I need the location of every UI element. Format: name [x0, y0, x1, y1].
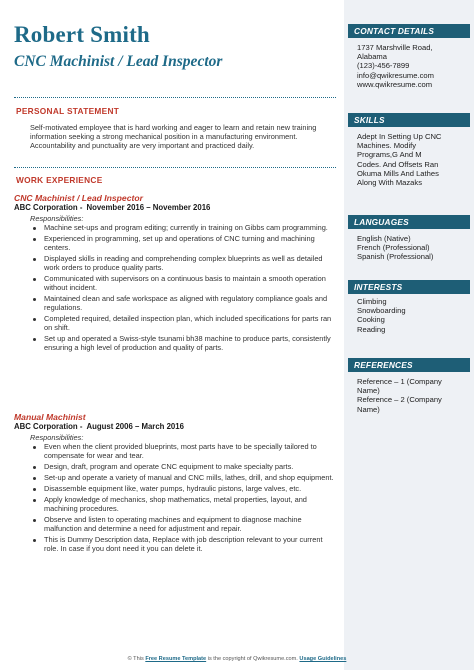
language-item: Spanish (Professional) — [357, 252, 434, 262]
list-item: Machine set-ups and program editing; currently in training on Gibbs cam programming. — [32, 224, 336, 233]
list-item: Communicated with supervisors on a continuous basis to maintain a smooth operation without incident. — [32, 275, 336, 293]
divider — [14, 167, 336, 168]
language-item: French (Professional) — [357, 243, 430, 253]
language-item: English (Native) — [357, 234, 411, 243]
skills-line: Codes. And Offsets Ran — [357, 159, 439, 169]
interest-item: Reading — [357, 324, 386, 334]
interest-item: Cooking — [357, 315, 385, 325]
personal-statement-text: Self-motivated employee that is hard working and eager to learn and retain new training information seeking a strong mechanical position in a manufacturing environment. Accountability and punctuality are very important and practiced daily. — [30, 123, 317, 150]
usage-guidelines-link[interactable]: Usage Guidelines — [299, 656, 347, 662]
reference-line: Reference – 2 (Company — [357, 395, 442, 405]
interest-item: Climbing — [357, 297, 387, 306]
candidate-name: Robert Smith — [14, 22, 150, 47]
skills-line: Adept In Setting Up CNC — [357, 132, 442, 141]
job-company: ABC Corporation - — [14, 203, 83, 212]
reference-line: Name) — [357, 404, 380, 414]
candidate-title: CNC Machinist / Lead Inspector — [14, 53, 223, 70]
reference-line: Name) — [357, 386, 380, 396]
job-dates: August 2006 – March 2016 — [86, 422, 184, 431]
address-line: 1737 Marshville Road, — [357, 43, 433, 52]
responsibilities-list — [32, 443, 336, 554]
skills-line: Okuma Mills And Lathes — [357, 168, 439, 178]
reference-line: Reference – 1 (Company — [357, 377, 442, 386]
languages-list — [357, 234, 469, 262]
references-heading: REFERENCES — [348, 358, 470, 372]
responsibilities-label: Responsibilities: — [30, 433, 84, 442]
list-item: Maintained clean and safe workspace as aligned with regulatory compliance goals and regulations. — [32, 295, 336, 313]
footer-middle: is the copyright of Qwikresume.com. — [206, 656, 300, 662]
list-item: Set up and operated a Swiss-style tsunami bh38 machine to produce parts, consistently ensuring a high level of production and quality of parts. — [32, 335, 336, 353]
skills-line: Machines. Modify — [357, 141, 417, 151]
list-item: Completed required, detailed inspection plan, which included specifications for parts ran on shift. — [32, 315, 336, 333]
personal-statement-heading: PERSONAL STATEMENT — [16, 106, 120, 116]
list-item: Displayed skills in reading and comprehending complex blueprints as well as detailed work orders to produce quality parts. — [32, 255, 336, 273]
contact-details-heading: CONTACT DETAILS — [348, 24, 470, 38]
job-title: CNC Machinist / Lead Inspector — [14, 193, 143, 203]
list-item: This is Dummy Description data, Replace with job description relevant to your current role. In case if you dont need it you can delete it. — [32, 536, 336, 554]
skills-line: Along With Mazaks — [357, 178, 422, 188]
interest-item: Snowboarding — [357, 306, 406, 316]
address-line: Alabama — [357, 52, 387, 62]
phone-number: (123)-456-7899 — [357, 61, 410, 71]
list-item: Observe and listen to operating machines and equipment to diagnose machine malfunction and determine a need for adjustment and repair. — [32, 516, 336, 534]
list-item: Design, draft, program and operate CNC equipment to make specialty parts. — [32, 463, 336, 472]
list-item: Set-up and operate a variety of manual and CNC mills, lathes, drill, and shop equipment. — [32, 474, 336, 483]
interests-list — [357, 297, 469, 334]
free-template-link[interactable]: Free Resume Template — [145, 656, 207, 662]
responsibilities-label: Responsibilities: — [30, 214, 84, 223]
job-company-line — [14, 422, 336, 432]
email-link[interactable]: info@qwikresume.com — [357, 70, 434, 80]
footer-prefix: © This — [127, 656, 146, 662]
footer — [0, 656, 474, 662]
job-dates: November 2016 – November 2016 — [86, 203, 211, 212]
website-link[interactable]: www.qwikresume.com — [357, 79, 433, 89]
sidebar — [344, 0, 474, 670]
job-company-line — [14, 203, 336, 213]
divider — [14, 97, 336, 98]
list-item: Even when the client provided blueprints, most parts have to be specially tailored to compensate for wear and tear. — [32, 443, 336, 461]
skills-line: Programs,G And M — [357, 150, 422, 160]
list-item: Disassemble equipment like, water pumps, hydraulic pistons, large valves, etc. — [32, 485, 336, 494]
responsibilities-list — [32, 224, 336, 353]
skills-heading: SKILLS — [348, 113, 470, 127]
skills-text — [357, 132, 469, 187]
interests-heading: INTERESTS — [348, 280, 470, 294]
work-experience-heading: WORK EXPERIENCE — [16, 175, 103, 185]
list-item: Experienced in programming, set up and operations of CNC turning and machining centers. — [32, 235, 336, 253]
languages-heading: LANGUAGES — [348, 215, 470, 229]
job-entry — [14, 193, 336, 355]
contact-details — [357, 43, 469, 89]
job-title: Manual Machinist — [14, 412, 86, 422]
references-list — [357, 377, 469, 414]
list-item: Apply knowledge of mechanics, shop mathematics, metal properties, layout, and machining procedures. — [32, 496, 336, 514]
job-company: ABC Corporation - — [14, 422, 83, 431]
job-entry — [14, 412, 336, 556]
